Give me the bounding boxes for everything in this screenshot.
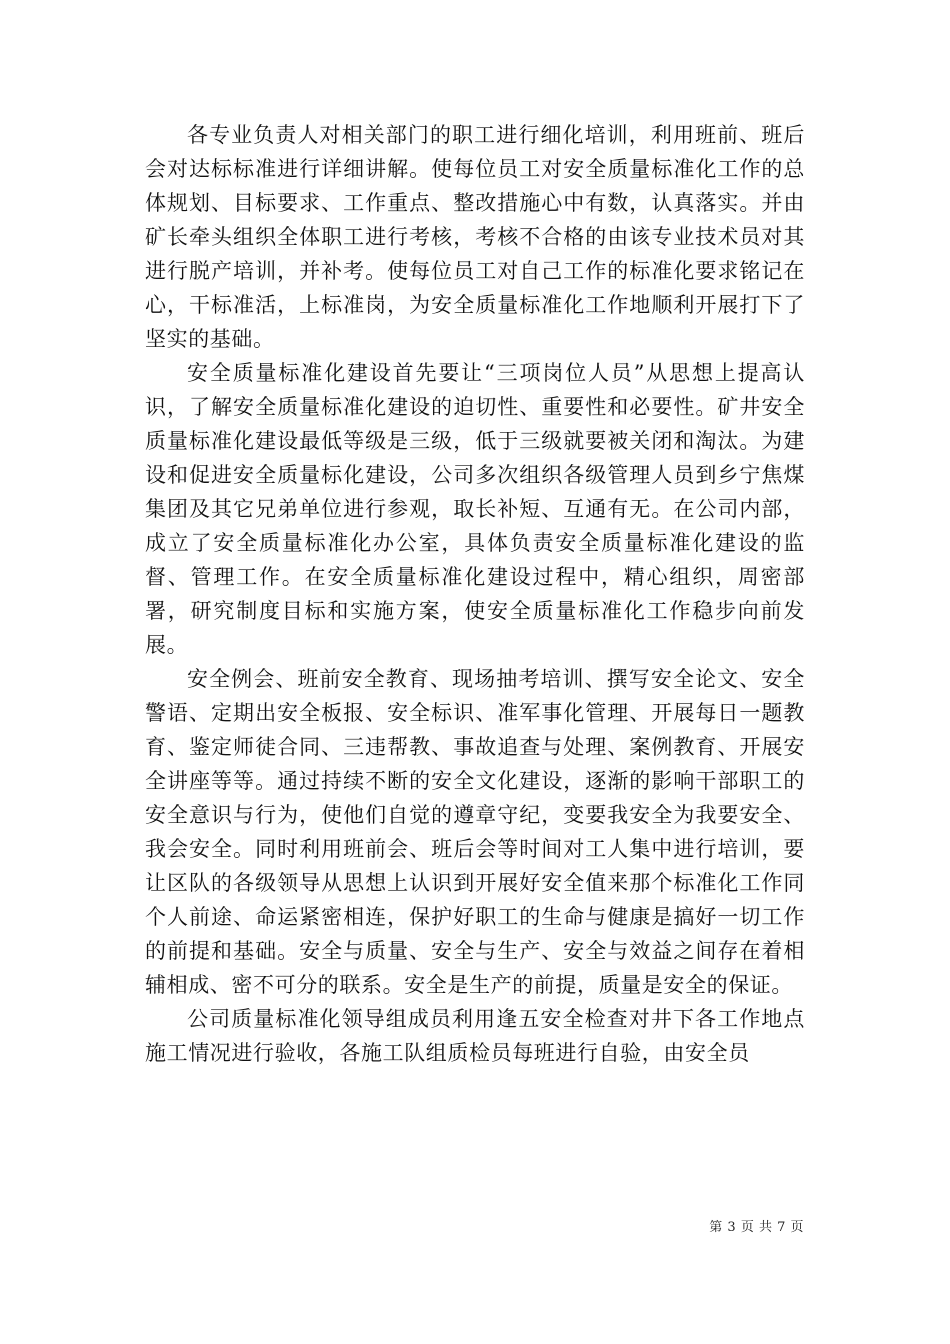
paragraph-2: 安全质量标准化建设首先要让“三项岗位人员”从思想上提高认识，了解安全质量标准化建设的迫切性、重要性和必要性。矿井安全质量标准化建设最低等级是三级，低于三级就要被关闭和淘汰。为建设和促进安全质量标化建设，公司多次组织各级管理人员到乡宁焦煤集团及其它兄弟单位进行参观，取长补短、互通有无。在公司内部，成立了安全质量标准化办公室，具体负责安全质量标准化建设的监督、管理工作。在安全质量标准化建设过程中，精心组织，周密部署，研究制度目标和实施方案，使安全质量标准化工作稳步向前发展。 bbox=[145, 361, 805, 657]
paragraph-1: 各专业负责人对相关部门的职工进行细化培训，利用班前、班后会对达标标准进行详细讲解。使每位员工对安全质量标准化工作的总体规划、目标要求、工作重点、整改措施心中有数，认真落实。并由矿长牵头组织全体职工进行考核，考核不合格的由该专业技术员对其进行脱产培训，并补考。使每位员工对自己工作的标准化要求铭记在心，干标准活，上标准岗，为安全质量标准化工作地顺利开展打下了坚实的基础。 bbox=[145, 123, 805, 351]
page-number: 第 3 页 共 7 页 bbox=[709, 1220, 804, 1235]
document-body bbox=[145, 118, 805, 1070]
paragraph-4: 公司质量标准化领导组成员利用逢五安全检查对井下各工作地点施工情况进行验收，各施工队组质检员每班进行自验，由安全员 bbox=[145, 1007, 805, 1065]
paragraph-3: 安全例会、班前安全教育、现场抽考培训、撰写安全论文、安全警语、定期出安全板报、安全标识、准军事化管理、开展每日一题教育、鉴定师徒合同、三违帮教、事故追查与处理、案例教育、开展安全讲座等等。通过持续不断的安全文化建设，逐渐的影响干部职工的安全意识与行为，使他们自觉的遵章守纪，变要我安全为我要安全、我会安全。同时利用班前会、班后会等时间对工人集中进行培训，要让区队的各级领导从思想上认识到开展好安全值来那个标准化工作同个人前途、命运紧密相连，保护好职工的生命与健康是搞好一切工作的前提和基础。安全与质量、安全与生产、安全与效益之间存在着相辅相成、密不可分的联系。安全是生产的前提，质量是安全的保证。 bbox=[145, 667, 805, 997]
